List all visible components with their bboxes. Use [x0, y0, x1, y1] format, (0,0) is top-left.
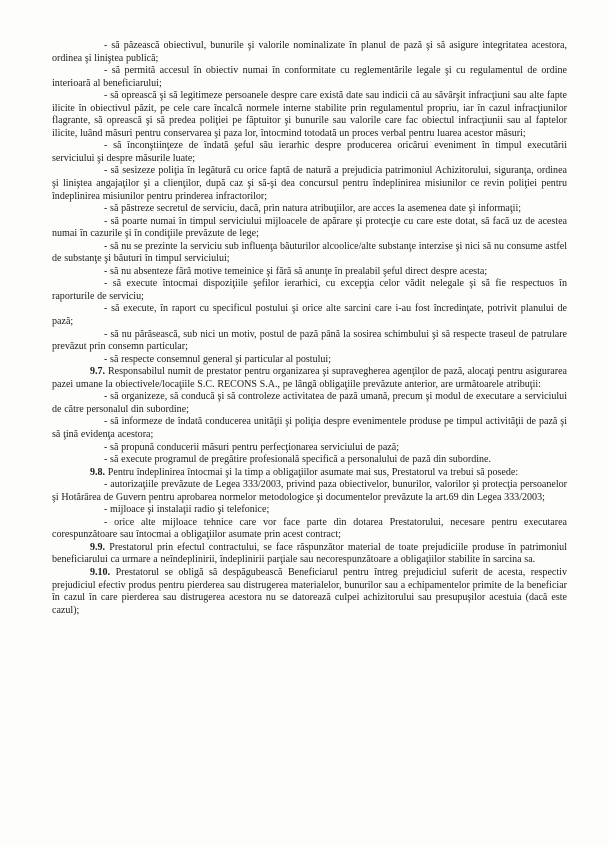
paragraph-text: - să înconştiinţeze de îndată şeful său ierarhic despre producerea oricărui eveniment în timpul executării serviciului şi despre măsurile luate;: [52, 140, 567, 164]
paragraph-text: - să execute, în raport cu specificul postului şi orice alte sarcini care i-au fost încredinţate, potrivit planului de pază;: [52, 303, 567, 328]
paragraph-text: Prestatorul prin efectul contractului, se face răspunzător material de toate prejudiciile produse în patrimoniul beneficiarului ca urmare a neîndeplinirii, îndeplinirii parţiale sau necorespunzătoare a obligaţiilor stabilite în sarcina sa.: [52, 541, 568, 566]
paragraph-text: - să organizeze, să conducă şi să controleze activitatea de pază umană, precum şi modul de executare a serviciului de către personalul din subordine;: [52, 391, 567, 415]
paragraph-text: - să execute programul de pregătire profesională specifică a personalului de pază din subordine.: [104, 454, 492, 466]
list-item: [52, 354, 567, 367]
list-item: [52, 40, 567, 65]
list-item: [52, 416, 567, 441]
paragraph-text: - să oprească şi să legitimeze persoanele despre care există date sau indicii că au săvârşit infracţiuni sau alte fapte ilicite în obiectivul păzit, pe cele care încalcă normele interne stabilite prin regulamentul propriu, iar în cazul infracţiunilor flagrante, să oprească şi să predea poliţiei pe făptuitor şi bunurile sau valorile care fac obiectul infracţiunii sau al faptelor ilicite, luând măsuri pentru conservarea şi paza lor, întocmind totodată un proces verbal pentru luarea acestor măsuri;: [52, 90, 567, 139]
paragraph-text: - să păzească obiectivul, bunurile şi valorile nominalizate în planul de pază şi să asigure integritatea acestora, ordinea şi liniştea publică;: [52, 40, 567, 64]
paragraph-text: - să nu se prezinte la serviciu sub influenţa băuturilor alcoolice/alte substanţe interzise şi nici să nu consume astfel de substanţe şi băuturi în timpul serviciului;: [52, 240, 567, 265]
section-paragraph: [52, 567, 567, 617]
list-item: [52, 65, 567, 90]
section-number: 9.10.: [90, 566, 111, 578]
paragraph-text: Prestatorul se obligă să despăgubească Beneficiarul pentru întreg prejudiciul suferit de acesta, respectiv prejudiciul efectiv produs pentru pierderea sau distrugerea materialelor, bunurilor sau a echipamentelor primite de la beneficiar în cazul în care pierderea sau distrugerea acestora nu se datorează culpei achizitorului sau presupuşilor acestuia (dacă este cazul);: [52, 566, 567, 616]
list-item: [52, 165, 567, 203]
list-item: [52, 504, 567, 517]
paragraph-text: - să execute întocmai dispoziţiile şefilor ierarhici, cu excepţia celor vădit nelegale şi să fie respectuos în raporturile de serviciu;: [52, 278, 567, 302]
list-item: [52, 391, 567, 416]
document-body: [52, 40, 567, 617]
list-item: [52, 454, 567, 467]
paragraph-text: - să sesizeze poliţia în legătură cu orice faptă de natură a prejudicia patrimoniul Achizitorului, siguranţa, ordinea şi liniştea angajaţilor şi a clienţilor, după caz şi să-şi dea concursul pentru îndeplinirea misiunilor ce revin poliţiei pentru îndeplinirea misiunilor pentru prinderea infractorilor;: [52, 165, 567, 202]
section-paragraph: [52, 542, 567, 567]
section-number: 9.7.: [90, 366, 106, 378]
paragraph-text: - să permită accesul în obiectiv numai în conformitate cu reglementările legale şi cu regulamentul de ordine interioară al beneficiarului;: [52, 65, 567, 89]
list-item: [52, 266, 567, 279]
paragraph-text: Responsabilul numit de prestator pentru organizarea şi supravegherea agenţilor de pază, alocaţi pentru asigurarea pazei umane la obiectivele/locaţiile S.C. RECONS S.A., pe lângă obligaţiile prevăzute anterior, are următoarele atribuţii:: [52, 366, 567, 390]
section-paragraph: [52, 366, 567, 391]
list-item: [52, 442, 567, 455]
list-item: [52, 329, 567, 354]
section-number: 9.8.: [90, 466, 106, 478]
list-item: [52, 303, 567, 328]
paragraph-text: - să nu absenteze fără motive temeinice şi fără să anunţe în prealabil şeful direct despre acesta;: [104, 265, 488, 277]
paragraph-text: - să păstreze secretul de serviciu, dacă, prin natura atribuţiilor, are acces la asemenea date şi informaţii;: [104, 203, 522, 215]
list-item: [52, 241, 567, 266]
list-item: [52, 203, 567, 216]
list-item: [52, 140, 567, 165]
list-item: [52, 90, 567, 140]
list-item: [52, 216, 567, 241]
paragraph-text: - autorizaţiile prevăzute de Legea 333/2003, privind paza obiectivelor, bunurilor, valorilor şi protecţia persoanelor şi Hotărârea de Guvern pentru aprobarea normelor metodologice şi documentelor prevăzute la art.69 din Legea 333/2003;: [52, 479, 567, 503]
paragraph-text: - să poarte numai în timpul serviciului mijloacele de apărare şi protecţie cu care este dotat, să facă uz de acestea numai în cazurile şi în condiţiile prevăzute de lege;: [52, 215, 567, 240]
list-item: [52, 479, 567, 504]
paragraph-text: - să respecte consemnul general şi particular al postului;: [104, 353, 332, 365]
section-number: 9.9.: [90, 541, 106, 553]
section-paragraph: [52, 467, 567, 480]
paragraph-text: - mijloace şi instalaţii radio şi telefonice;: [104, 504, 270, 516]
paragraph-text: - să propună conducerii măsuri pentru perfecţionarea serviciului de pază;: [104, 441, 399, 453]
paragraph-text: - orice alte mijloace tehnice care vor face parte din dotarea Prestatorului, necesare pentru executarea corespunzătoare sau întocmai a obligaţiilor asumate prin acest contract;: [52, 516, 567, 541]
list-item: [52, 517, 567, 542]
paragraph-text: - să informeze de îndată conducerea unităţii şi poliţia despre evenimentele produse pe timpul activităţii de pază şi să ţină evidenţa acestora;: [52, 416, 567, 440]
paragraph-text: Pentru îndeplinirea întocmai şi la timp a obligaţiilor asumate mai sus, Prestatorul va trebui să posede:: [107, 466, 519, 478]
list-item: [52, 278, 567, 303]
paragraph-text: - să nu părăsească, sub nici un motiv, postul de pază până la sosirea schimbului şi să respecte traseul de patrulare prevăzut prin consemn particular;: [52, 328, 567, 353]
